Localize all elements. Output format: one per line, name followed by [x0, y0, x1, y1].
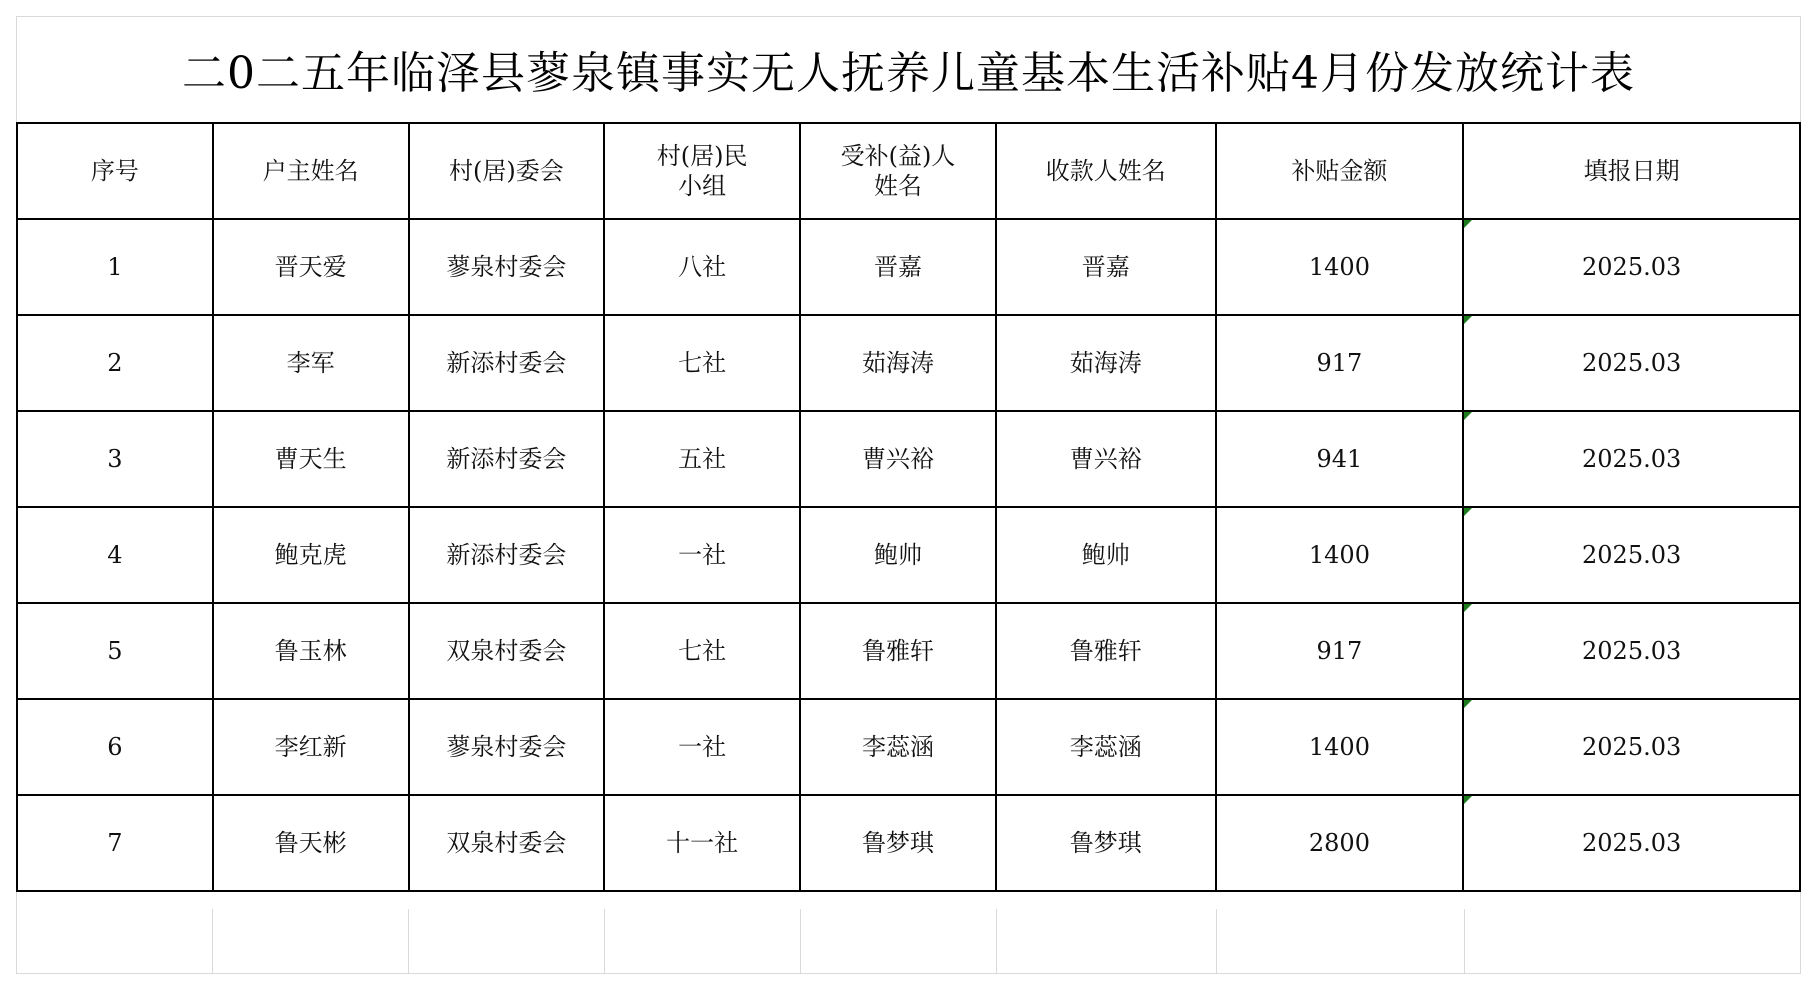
header-cell-seq[interactable]: 序号	[17, 123, 213, 219]
cell-householder[interactable]: 晋天爱	[213, 219, 409, 315]
text-number-marker-icon	[1464, 796, 1472, 804]
cell-villager-group[interactable]: 一社	[604, 699, 800, 795]
cell-village-committee[interactable]: 蓼泉村委会	[409, 219, 605, 315]
text-number-marker-icon	[1464, 700, 1472, 708]
table-row	[17, 699, 1800, 795]
cell-seq[interactable]: 2	[17, 315, 213, 411]
cell-date[interactable]: 2025.03	[1463, 411, 1800, 507]
spreadsheet-sheet	[16, 16, 1801, 974]
header-cell-householder[interactable]: 户主姓名	[213, 123, 409, 219]
cell-householder[interactable]: 李军	[213, 315, 409, 411]
cell-amount[interactable]: 917	[1216, 315, 1464, 411]
cell-village-committee[interactable]: 新添村委会	[409, 411, 605, 507]
table-row	[17, 411, 1800, 507]
cell-date[interactable]: 2025.03	[1463, 219, 1800, 315]
text-number-marker-icon	[1464, 220, 1472, 228]
header-cell-village-committee[interactable]: 村(居)委会	[409, 123, 605, 219]
cell-householder[interactable]: 李红新	[213, 699, 409, 795]
header-cell-villager-group[interactable]: 村(居)民 小组	[604, 123, 800, 219]
cell-amount[interactable]: 1400	[1216, 699, 1464, 795]
cell-village-committee[interactable]: 双泉村委会	[409, 603, 605, 699]
page-title: 二0二五年临泽县蓼泉镇事实无人抚养儿童基本生活补贴4月份发放统计表	[182, 48, 1635, 99]
text-number-marker-icon	[1464, 412, 1472, 420]
cell-householder[interactable]: 鲍克虎	[213, 507, 409, 603]
cell-seq[interactable]: 3	[17, 411, 213, 507]
cell-payee[interactable]: 晋嘉	[996, 219, 1216, 315]
table-row	[17, 603, 1800, 699]
cell-seq[interactable]: 1	[17, 219, 213, 315]
cell-seq[interactable]: 5	[17, 603, 213, 699]
cell-amount[interactable]: 2800	[1216, 795, 1464, 891]
cell-village-committee[interactable]: 新添村委会	[409, 315, 605, 411]
table-row	[17, 219, 1800, 315]
table-row	[17, 507, 1800, 603]
cell-amount[interactable]: 1400	[1216, 219, 1464, 315]
header-cell-amount[interactable]: 补贴金额	[1216, 123, 1464, 219]
cell-village-committee[interactable]: 新添村委会	[409, 507, 605, 603]
cell-villager-group[interactable]: 一社	[604, 507, 800, 603]
cell-village-committee[interactable]: 双泉村委会	[409, 795, 605, 891]
header-cell-payee[interactable]: 收款人姓名	[996, 123, 1216, 219]
cell-amount[interactable]: 941	[1216, 411, 1464, 507]
cell-villager-group[interactable]: 七社	[604, 603, 800, 699]
cell-date[interactable]: 2025.03	[1463, 315, 1800, 411]
cell-beneficiary[interactable]: 晋嘉	[800, 219, 996, 315]
cell-amount[interactable]: 1400	[1216, 507, 1464, 603]
table-row	[17, 315, 1800, 411]
cell-payee[interactable]: 李蕊涵	[996, 699, 1216, 795]
cell-beneficiary[interactable]: 鲍帅	[800, 507, 996, 603]
cell-seq[interactable]: 7	[17, 795, 213, 891]
text-number-marker-icon	[1464, 508, 1472, 516]
header-row	[17, 123, 1800, 219]
cell-beneficiary[interactable]: 李蕊涵	[800, 699, 996, 795]
cell-seq[interactable]: 4	[17, 507, 213, 603]
cell-villager-group[interactable]: 七社	[604, 315, 800, 411]
cell-beneficiary[interactable]: 鲁雅轩	[800, 603, 996, 699]
header-cell-date[interactable]: 填报日期	[1463, 123, 1800, 219]
cell-date[interactable]: 2025.03	[1463, 795, 1800, 891]
cell-beneficiary[interactable]: 鲁梦琪	[800, 795, 996, 891]
table-row	[17, 795, 1800, 891]
cell-payee[interactable]: 鲍帅	[996, 507, 1216, 603]
title-cell[interactable]	[16, 16, 1801, 121]
cell-date[interactable]: 2025.03	[1463, 699, 1800, 795]
cell-amount[interactable]: 917	[1216, 603, 1464, 699]
header-cell-beneficiary[interactable]: 受补(益)人 姓名	[800, 123, 996, 219]
cell-householder[interactable]: 曹天生	[213, 411, 409, 507]
cell-villager-group[interactable]: 八社	[604, 219, 800, 315]
cell-payee[interactable]: 茹海涛	[996, 315, 1216, 411]
cell-payee[interactable]: 鲁雅轩	[996, 603, 1216, 699]
cell-villager-group[interactable]: 十一社	[604, 795, 800, 891]
cell-date[interactable]: 2025.03	[1463, 507, 1800, 603]
cell-payee[interactable]: 鲁梦琪	[996, 795, 1216, 891]
cell-village-committee[interactable]: 蓼泉村委会	[409, 699, 605, 795]
text-number-marker-icon	[1464, 316, 1472, 324]
text-number-marker-icon	[1464, 604, 1472, 612]
cell-beneficiary[interactable]: 茹海涛	[800, 315, 996, 411]
empty-row[interactable]	[16, 909, 1801, 974]
cell-householder[interactable]: 鲁天彬	[213, 795, 409, 891]
cell-villager-group[interactable]: 五社	[604, 411, 800, 507]
cell-payee[interactable]: 曹兴裕	[996, 411, 1216, 507]
cell-beneficiary[interactable]: 曹兴裕	[800, 411, 996, 507]
cell-householder[interactable]: 鲁玉林	[213, 603, 409, 699]
cell-seq[interactable]: 6	[17, 699, 213, 795]
data-table	[16, 122, 1801, 892]
cell-date[interactable]: 2025.03	[1463, 603, 1800, 699]
